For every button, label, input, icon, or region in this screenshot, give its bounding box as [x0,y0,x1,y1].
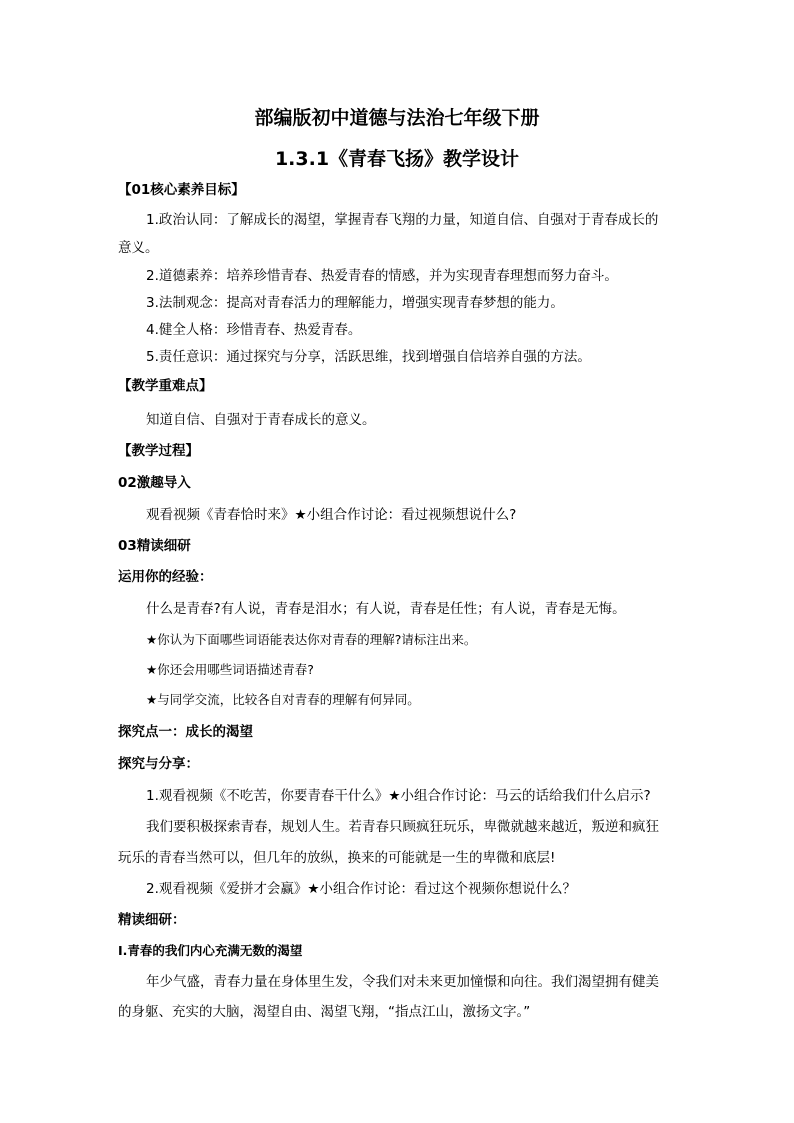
close-study-heading: 精读细研： [118,912,186,928]
core-goals-heading: 【01核心素养目标】 [118,182,245,198]
core-goal-item-4: 4.健全人格：珍惜青春、热爱青春。 [146,322,362,338]
core-goal-item-3: 3.法制观念：提高对青春活力的理解能力，增强实现青春梦想的能力。 [146,295,564,311]
share-item-1: 1.观看视频《不吃苦，你要青春干什么》★小组合作讨论：马云的话给我们什么启示? [146,788,651,804]
intro-heading: 02激趣导入 [118,475,191,491]
point-i-paragraph-continued: 的身躯、充实的大脑，渴望自由、渴望飞翔，“指点江山，激扬文字。” [118,1004,531,1020]
core-goal-item-2: 2.道德素养：培养珍惜青春、热爱青春的情感，并为实现青春理想而努力奋斗。 [146,268,618,284]
experience-star-2: ★你还会用哪些词语描述青春? [146,662,314,677]
key-points-heading: 【教学重难点】 [118,378,213,394]
study-heading: 03精读细研 [118,538,191,554]
experience-heading: 运用你的经验： [118,569,213,585]
experience-star-3: ★与同学交流，比较各自对青春的理解有何异同。 [146,692,420,707]
core-goal-item-1: 1.政治认同：了解成长的渴望，掌握青春飞翔的力量，知道自信、自强对于青春成长的 [146,212,659,228]
point-i-heading: Ⅰ.青春的我们内心充满无数的渴望 [118,943,303,958]
document-subtitle: 1.3.1《青春飞扬》教学设计 [274,148,520,170]
explore-share-heading: 探究与分享： [118,756,199,772]
point-i-paragraph: 年少气盛，青春力量在身体里生发，令我们对未来更加憧憬和向往。我们渴望拥有健美 [146,974,659,990]
process-heading: 【教学过程】 [118,443,199,459]
core-goal-item-5: 5.责任意识：通过探究与分享，活跃思维，找到增强自信培养自强的方法。 [146,349,591,365]
share-item-1-paragraph-continued: 玩乐的青春当然可以，但几年的放纵，换来的可能就是一生的卑微和底层! [118,850,556,866]
experience-text: 什么是青春?有人说，青春是泪水；有人说，青春是任性；有人说，青春是无悔。 [146,601,626,617]
experience-star-1: ★你认为下面哪些词语能表达你对青春的理解?请标注出来。 [146,632,477,647]
share-item-1-paragraph: 我们要积极探索青春，规划人生。若青春只顾疯狂玩乐，卑微就越来越近，叛逆和疯狂 [146,819,659,835]
key-points-text: 知道自信、自强对于青春成长的意义。 [146,412,376,428]
document-title: 部编版初中道德与法治七年级下册 [254,107,540,129]
explore-point-1-heading: 探究点一：成长的渴望 [118,724,253,740]
intro-text: 观看视频《青春恰时来》★小组合作讨论：看过视频想说什么? [146,507,517,523]
share-item-2: 2.观看视频《爱拼才会赢》★小组合作讨论：看过这个视频你想说什么？ [146,881,576,897]
core-goal-item-1-continued: 意义。 [118,240,159,256]
